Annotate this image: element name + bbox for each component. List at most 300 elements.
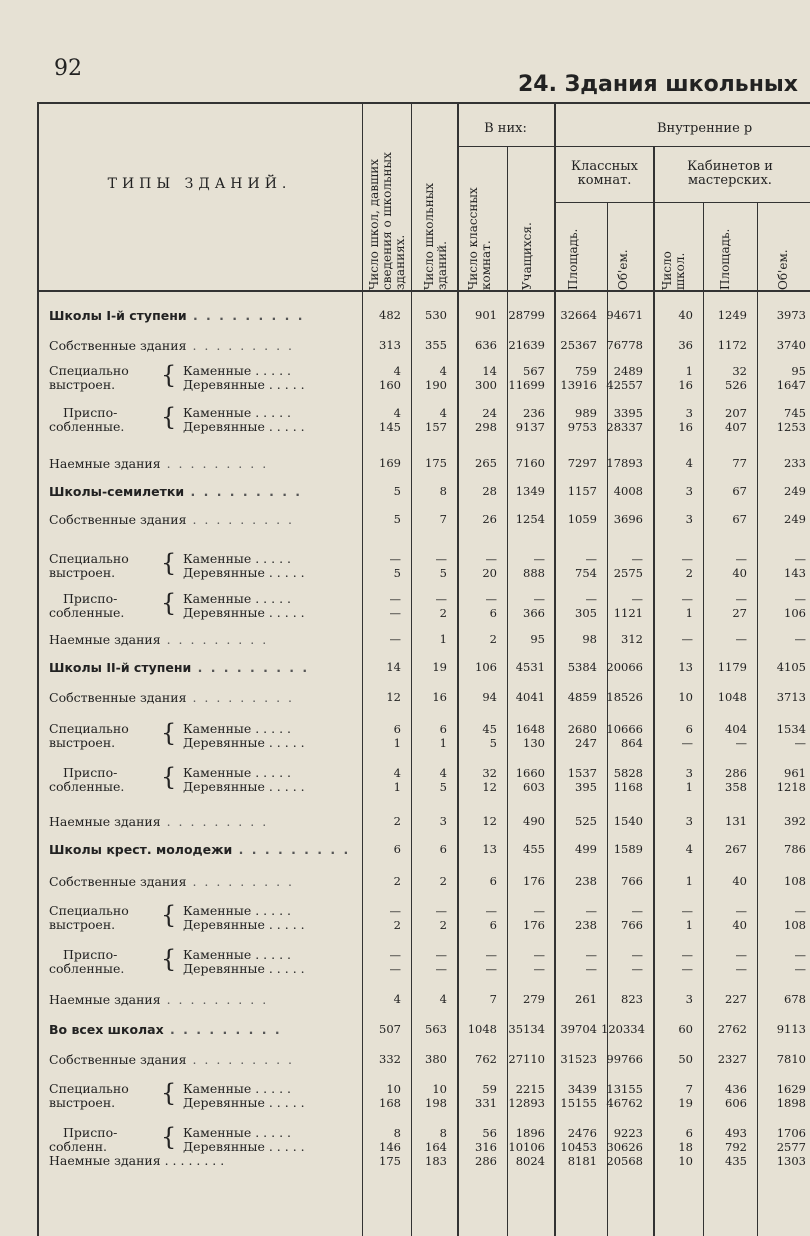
stone-cell: 3395	[613, 406, 643, 420]
group-label: Специально	[49, 363, 129, 378]
data-cell: 1179	[717, 660, 747, 674]
wood-cell: 1	[439, 736, 447, 750]
material-label: Каменные . . . . .	[183, 903, 291, 918]
data-cell: 355	[425, 338, 447, 352]
page-number: 92	[54, 56, 82, 81]
data-cell: 2	[393, 874, 401, 888]
data-cell: 563	[425, 1022, 447, 1036]
wood-cell: 766	[621, 918, 643, 932]
table-row	[37, 945, 810, 988]
group-label: Приспо-	[63, 765, 118, 780]
row-label: Наемные здания . . . . . . . . .	[49, 992, 269, 1007]
data-cell: 249	[784, 512, 806, 526]
wood-cell: 603	[523, 780, 545, 794]
stone-cell: 236	[523, 406, 545, 420]
group-label: выстроен.	[49, 917, 116, 932]
stone-cell: —	[794, 592, 806, 606]
stone-cell: 9223	[613, 1126, 643, 1140]
stone-cell: 4	[439, 766, 447, 780]
stone-cell: 13155	[606, 1082, 643, 1096]
header-cabinets-group: Кабинетов и мастерских.	[687, 159, 773, 188]
data-cell: 392	[784, 814, 806, 828]
wood-cell: 238	[575, 918, 597, 932]
data-cell: 265	[475, 456, 497, 470]
table-row	[37, 308, 810, 334]
stone-cell: 1	[685, 364, 693, 378]
data-cell: 8	[439, 484, 447, 498]
stone-cell: 286	[725, 766, 747, 780]
wood-cell: 358	[725, 780, 747, 794]
stone-cell: 1537	[567, 766, 597, 780]
wood-cell: 13916	[560, 378, 597, 392]
wood-cell: 1121	[613, 606, 643, 620]
data-cell: 249	[784, 484, 806, 498]
header-schools-count: Число школ, давших сведения о школьных зданиях.	[367, 152, 407, 290]
data-cell: 9113	[776, 1022, 806, 1036]
wood-cell: 407	[725, 420, 747, 434]
data-cell: 6	[439, 842, 447, 856]
data-cell: 131	[725, 814, 747, 828]
data-cell: 60	[678, 1022, 693, 1036]
header-students: Учащихся.	[520, 222, 534, 290]
material-label: Каменные . . . . .	[183, 363, 291, 378]
stone-cell: 10	[432, 1082, 447, 1096]
stone-cell: 1648	[515, 722, 545, 736]
material-label: Каменные . . . . .	[183, 721, 291, 736]
table-row	[37, 992, 810, 1018]
wood-cell: 1	[393, 736, 401, 750]
stone-cell: —	[681, 904, 693, 918]
stone-cell: —	[485, 592, 497, 606]
table-row	[37, 1123, 810, 1196]
wood-cell: 1	[393, 780, 401, 794]
stone-cell: 7	[685, 1082, 693, 1096]
stone-cell: —	[735, 592, 747, 606]
table-row	[37, 763, 810, 806]
wood-cell: 526	[725, 378, 747, 392]
header-area: Площадь.	[566, 228, 580, 290]
stone-cell: —	[485, 948, 497, 962]
wood-cell: 792	[725, 1140, 747, 1154]
table-row	[37, 690, 810, 716]
wood-cell: 10106	[508, 1140, 545, 1154]
data-cell: 1254	[515, 512, 545, 526]
data-cell: 380	[425, 1052, 447, 1066]
group-label: Специально	[49, 721, 129, 736]
row-label: Собственные здания . . . . . . . . .	[49, 1052, 294, 1067]
material-label: Деревянные . . . . .	[183, 419, 305, 434]
table-row	[37, 719, 810, 762]
data-cell: 525	[575, 814, 597, 828]
brace-icon: {	[161, 901, 177, 929]
stone-cell: 2215	[515, 1082, 545, 1096]
group-label: собленные.	[49, 419, 125, 434]
header-buildings-count: Число школьных зданий.	[422, 182, 449, 290]
stone-cell: —	[681, 552, 693, 566]
group-label: собленные.	[49, 779, 125, 794]
header-types: ТИПЫ ЗДАНИЙ.	[107, 176, 292, 192]
data-cell: 5384	[567, 660, 597, 674]
wood-cell: 11699	[508, 378, 545, 392]
wood-cell: 1218	[776, 780, 806, 794]
data-cell: 106	[475, 660, 497, 674]
wood-cell: 2575	[613, 566, 643, 580]
brace-icon: {	[161, 589, 177, 617]
data-cell: 1540	[613, 814, 643, 828]
stone-cell: 56	[482, 1126, 497, 1140]
data-cell: 4105	[776, 660, 806, 674]
stone-cell: 59	[482, 1082, 497, 1096]
data-cell: 238	[575, 874, 597, 888]
rented-cell: 1303	[776, 1154, 806, 1168]
wood-cell: 168	[379, 1096, 401, 1110]
wood-cell: 5	[393, 566, 401, 580]
material-label: Деревянные . . . . .	[183, 1095, 305, 1110]
data-cell: 901	[475, 308, 497, 322]
wood-cell: 888	[523, 566, 545, 580]
data-cell: 1172	[717, 338, 747, 352]
data-cell: —	[681, 632, 693, 646]
material-label: Каменные . . . . .	[183, 765, 291, 780]
data-cell: —	[735, 632, 747, 646]
rented-cell: 10	[678, 1154, 693, 1168]
stone-cell: 3	[685, 766, 693, 780]
header-classrooms-count: Число классных комнат.	[466, 187, 493, 290]
stone-cell: —	[631, 904, 643, 918]
section-label: Школы-семилетки . . . . . . . . .	[49, 484, 303, 499]
rented-cell: 8181	[567, 1154, 597, 1168]
stone-cell: 4	[393, 766, 401, 780]
data-cell: 3	[439, 814, 447, 828]
stone-cell: —	[435, 552, 447, 566]
row-label: Наемные здания . . . . . . . .	[49, 1153, 225, 1168]
wood-cell: 27	[732, 606, 747, 620]
data-cell: 35134	[508, 1022, 545, 1036]
stone-cell: —	[794, 948, 806, 962]
data-cell: 31523	[560, 1052, 597, 1066]
data-cell: 32664	[560, 308, 597, 322]
data-cell: 455	[523, 842, 545, 856]
table-row	[37, 589, 810, 632]
table-row	[37, 484, 810, 510]
data-cell: 4041	[515, 690, 545, 704]
stone-cell: —	[585, 592, 597, 606]
stone-cell: —	[794, 904, 806, 918]
group-label: Специально	[49, 551, 129, 566]
stone-cell: —	[681, 592, 693, 606]
data-cell: 7	[439, 512, 447, 526]
row-label: Наемные здания . . . . . . . . .	[49, 632, 269, 647]
data-cell: 227	[725, 992, 747, 1006]
table-row	[37, 1022, 810, 1048]
wood-cell: 1	[685, 918, 693, 932]
stone-cell: 1660	[515, 766, 545, 780]
data-cell: 5	[393, 484, 401, 498]
brace-icon: {	[161, 763, 177, 791]
material-label: Деревянные . . . . .	[183, 1139, 305, 1154]
data-cell: 14	[386, 660, 401, 674]
stone-cell: —	[389, 904, 401, 918]
data-cell: 233	[784, 456, 806, 470]
rented-cell: 286	[475, 1154, 497, 1168]
wood-cell: 5	[439, 780, 447, 794]
data-cell: 490	[523, 814, 545, 828]
data-cell: 169	[379, 456, 401, 470]
data-cell: 762	[475, 1052, 497, 1066]
wood-cell: 19	[678, 1096, 693, 1110]
data-cell: 312	[621, 632, 643, 646]
data-cell: 17893	[606, 456, 643, 470]
brace-icon: {	[161, 945, 177, 973]
stone-cell: 95	[791, 364, 806, 378]
stone-cell: —	[533, 904, 545, 918]
table-row	[37, 1079, 810, 1122]
rented-cell: 8024	[515, 1154, 545, 1168]
header-cab-volume: Об'ем.	[776, 249, 790, 290]
data-cell: 99766	[606, 1052, 643, 1066]
table-row	[37, 1052, 810, 1078]
table-row	[37, 901, 810, 944]
data-cell: 7297	[567, 456, 597, 470]
data-cell: 3	[685, 992, 693, 1006]
data-cell: 6	[489, 874, 497, 888]
wood-cell: 198	[425, 1096, 447, 1110]
header-in-them: В них:	[484, 121, 527, 136]
material-label: Каменные . . . . .	[183, 947, 291, 962]
brace-icon: {	[161, 1123, 177, 1151]
data-cell: 2	[489, 632, 497, 646]
data-cell: 10	[678, 690, 693, 704]
data-cell: 19	[432, 660, 447, 674]
material-label: Деревянные . . . . .	[183, 917, 305, 932]
header-internal: Внутренние р	[657, 121, 753, 136]
data-cell: 40	[678, 308, 693, 322]
data-cell: 39704	[560, 1022, 597, 1036]
top-rule	[37, 102, 810, 104]
stone-cell: 1534	[776, 722, 806, 736]
wood-cell: 10453	[560, 1140, 597, 1154]
wood-cell: 247	[575, 736, 597, 750]
data-cell: 176	[523, 874, 545, 888]
wood-cell: 316	[475, 1140, 497, 1154]
material-label: Деревянные . . . . .	[183, 779, 305, 794]
stone-cell: 2489	[613, 364, 643, 378]
data-cell: 2	[439, 874, 447, 888]
stone-cell: 989	[575, 406, 597, 420]
data-cell: 279	[523, 992, 545, 1006]
data-cell: 1349	[515, 484, 545, 498]
stone-cell: 14	[482, 364, 497, 378]
group-label: Приспо-	[63, 591, 118, 606]
wood-cell: —	[794, 736, 806, 750]
data-cell: 267	[725, 842, 747, 856]
wood-cell: —	[389, 962, 401, 976]
data-cell: 1	[685, 874, 693, 888]
data-cell: —	[794, 632, 806, 646]
sub-rule	[554, 202, 810, 203]
section-label: Школы крест. молодежи . . . . . . . . .	[49, 842, 351, 857]
stone-cell: 404	[725, 722, 747, 736]
data-cell: 766	[621, 874, 643, 888]
data-cell: 1059	[567, 512, 597, 526]
wood-cell: 2577	[776, 1140, 806, 1154]
wood-cell: 9753	[567, 420, 597, 434]
stone-cell: —	[585, 552, 597, 566]
wood-cell: 298	[475, 420, 497, 434]
section-label: Школы I-й ступени . . . . . . . . .	[49, 308, 305, 323]
data-cell: 823	[621, 992, 643, 1006]
group-label: собленные.	[49, 961, 125, 976]
row-label: Наемные здания . . . . . . . . .	[49, 456, 269, 471]
stone-cell: 1896	[515, 1126, 545, 1140]
wood-cell: 143	[784, 566, 806, 580]
data-cell: 20066	[606, 660, 643, 674]
stone-cell: 6	[685, 1126, 693, 1140]
wood-cell: 395	[575, 780, 597, 794]
wood-cell: 46762	[606, 1096, 643, 1110]
wood-cell: 157	[425, 420, 447, 434]
table-row	[37, 361, 810, 404]
data-cell: 94671	[606, 308, 643, 322]
page-heading: 24. Здания школьных	[518, 72, 798, 97]
wood-cell: —	[794, 962, 806, 976]
wood-cell: —	[485, 962, 497, 976]
data-cell: 12	[386, 690, 401, 704]
data-cell: 50	[678, 1052, 693, 1066]
data-cell: 175	[425, 456, 447, 470]
data-cell: 12	[482, 814, 497, 828]
brace-icon: {	[161, 403, 177, 431]
wood-cell: 300	[475, 378, 497, 392]
data-cell: 3	[685, 484, 693, 498]
rented-cell: 435	[725, 1154, 747, 1168]
material-label: Деревянные . . . . .	[183, 377, 305, 392]
wood-cell: —	[735, 962, 747, 976]
header-cab-count: Число школ.	[660, 251, 687, 290]
material-label: Деревянные . . . . .	[183, 565, 305, 580]
wood-cell: 331	[475, 1096, 497, 1110]
wood-cell: 130	[523, 736, 545, 750]
wood-cell: 176	[523, 918, 545, 932]
data-cell: 21639	[508, 338, 545, 352]
stone-cell: 493	[725, 1126, 747, 1140]
stone-cell: 32	[732, 364, 747, 378]
data-cell: 36	[678, 338, 693, 352]
stone-cell: 6	[439, 722, 447, 736]
data-cell: 1589	[613, 842, 643, 856]
stone-cell: 4	[393, 364, 401, 378]
buildings-table	[37, 102, 810, 1236]
wood-cell: 5	[489, 736, 497, 750]
wood-cell: 1898	[776, 1096, 806, 1110]
data-cell: 16	[432, 690, 447, 704]
data-cell: 2762	[717, 1022, 747, 1036]
wood-cell: 108	[784, 918, 806, 932]
wood-cell: —	[585, 962, 597, 976]
stone-cell: 6	[685, 722, 693, 736]
wood-cell: 2	[439, 606, 447, 620]
data-cell: 7	[489, 992, 497, 1006]
table-row	[37, 632, 810, 658]
group-label: выстроен.	[49, 735, 116, 750]
stone-cell: 45	[482, 722, 497, 736]
group-label: собленные.	[49, 605, 125, 620]
material-label: Каменные . . . . .	[183, 1081, 291, 1096]
wood-cell: 15155	[560, 1096, 597, 1110]
stone-cell: —	[533, 592, 545, 606]
stone-cell: —	[389, 592, 401, 606]
stone-cell: —	[681, 948, 693, 962]
data-cell: 98	[582, 632, 597, 646]
data-cell: 6	[393, 842, 401, 856]
wood-cell: 1253	[776, 420, 806, 434]
data-cell: 67	[732, 484, 747, 498]
wood-cell: 2	[393, 918, 401, 932]
data-cell: 13	[482, 842, 497, 856]
data-cell: 507	[379, 1022, 401, 1036]
stone-cell: —	[794, 552, 806, 566]
data-cell: 3713	[776, 690, 806, 704]
data-cell: 636	[475, 338, 497, 352]
data-cell: 3	[685, 512, 693, 526]
wood-cell: —	[681, 962, 693, 976]
data-cell: 4	[685, 456, 693, 470]
group-label: выстроен.	[49, 1095, 116, 1110]
data-cell: 786	[784, 842, 806, 856]
group-label: выстроен.	[49, 377, 116, 392]
section-label: Во всех школах . . . . . . . . .	[49, 1022, 282, 1037]
group-label: Специально	[49, 1081, 129, 1096]
stone-cell: 4	[393, 406, 401, 420]
data-cell: 3696	[613, 512, 643, 526]
wood-cell: 190	[425, 378, 447, 392]
group-label: Приспо-	[63, 405, 118, 420]
stone-cell: —	[435, 592, 447, 606]
data-cell: 18526	[606, 690, 643, 704]
data-cell: 1249	[717, 308, 747, 322]
data-cell: 94	[482, 690, 497, 704]
table-row	[37, 660, 810, 686]
group-label: Приспо-	[63, 1125, 118, 1140]
stone-cell: 745	[784, 406, 806, 420]
wood-cell: 18	[678, 1140, 693, 1154]
brace-icon: {	[161, 361, 177, 389]
stone-cell: 8	[439, 1126, 447, 1140]
wood-cell: 6	[489, 918, 497, 932]
rented-cell: 183	[425, 1154, 447, 1168]
table-row	[37, 549, 810, 592]
header-classrooms-group: Классных комнат.	[571, 159, 638, 188]
in-them-rule	[457, 146, 810, 147]
wood-cell: 16	[678, 420, 693, 434]
stone-cell: —	[631, 552, 643, 566]
wood-cell: 12	[482, 780, 497, 794]
data-cell: 7160	[515, 456, 545, 470]
group-label: Приспо-	[63, 947, 118, 962]
stone-cell: 6	[393, 722, 401, 736]
stone-cell: —	[389, 948, 401, 962]
data-cell: 108	[784, 874, 806, 888]
stone-cell: 32	[482, 766, 497, 780]
stone-cell: 2680	[567, 722, 597, 736]
data-cell: 13	[678, 660, 693, 674]
table-row	[37, 512, 810, 538]
section-label: Школы II-й ступени . . . . . . . . .	[49, 660, 310, 675]
wood-cell: 305	[575, 606, 597, 620]
rented-cell: 175	[379, 1154, 401, 1168]
stone-cell: —	[389, 552, 401, 566]
data-cell: 67	[732, 512, 747, 526]
